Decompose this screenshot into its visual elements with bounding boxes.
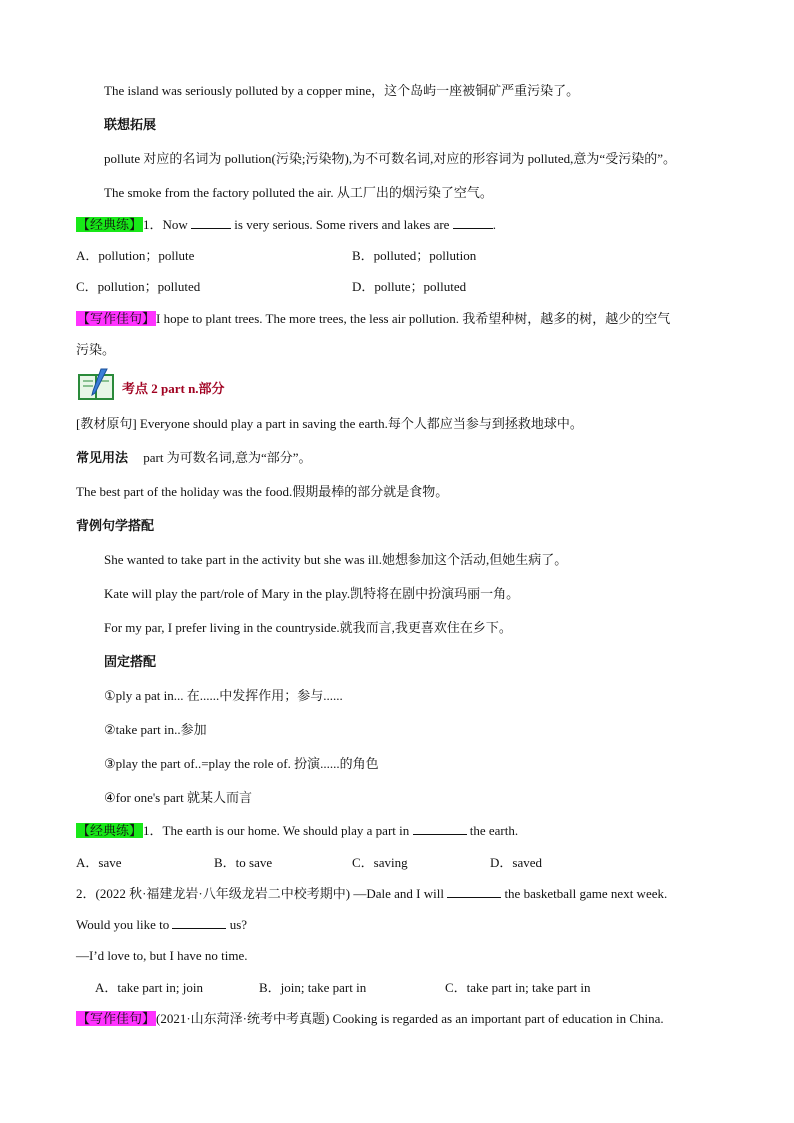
fixed-heading: 固定搭配 (104, 654, 157, 669)
exercise1-question: 【经典练】1．Now is very serious. Some rivers and lakes are . (77, 217, 496, 232)
q1-option-b: B．to save (214, 855, 273, 870)
q1-option-c: C．saving (352, 855, 408, 870)
q1-option-a: A．save (76, 855, 122, 870)
kaodian-title: 考点 2 part n.部分 (122, 381, 225, 396)
fixed-item-3: ③play the part of..=play the role of. 扮演......的角色 (104, 756, 379, 771)
pattern-example-3: For my par, I prefer living in the countryside.就我而言,我更喜欢住在乡下。 (104, 620, 512, 635)
answer-blank (413, 823, 467, 835)
option-c: C．pollution；polluted (76, 279, 201, 294)
answer-blank (447, 886, 501, 898)
q2-option-a: A．take part in; join (95, 980, 203, 995)
option-a: A．pollution；pollute (76, 248, 195, 263)
answer-blank (453, 217, 493, 229)
writing1-line1: 【写作佳句】I hope to plant trees. The more trees, the less air pollution. 我希望种树，越多的树，越少的空气 (77, 311, 671, 326)
exercise2-q2-line1: 2．(2022 秋·福建龙岩·八年级龙岩二中校考期中) —Dale and I will the basketball game next week. (76, 886, 668, 901)
usage-example: The best part of the holiday was the food.假期最棒的部分就是食物。 (76, 484, 449, 499)
fixed-item-4: ④for one's part 就某人而言 (104, 790, 252, 805)
writing-tag: 【写作佳句】 (77, 311, 156, 326)
extension-heading: 联想拓展 (104, 117, 157, 132)
source-sentence: [教材原句] Everyone should play a part in saving the earth.每个人都应当参与到拯救地球中。 (76, 416, 583, 431)
writing1-line2: 污染。 (76, 342, 116, 357)
q1-option-d: D．saved (490, 855, 542, 870)
writing2-line: 【写作佳句】(2021·山东菏泽·统考中考真题) Cooking is regarded as an important part of education in China. (77, 1011, 664, 1026)
extension-example: The smoke from the factory polluted the air. 从工厂出的烟污染了空气。 (104, 185, 493, 200)
q2-option-c: C．take part in; take part in (445, 980, 591, 995)
usage-line: 常见用法 part 为可数名词,意为“部分”。 (76, 450, 312, 465)
exercise2-q1: 【经典练】1．The earth is our home. We should play a part in the earth. (77, 823, 519, 838)
usage-label: 常见用法 (76, 450, 129, 465)
fixed-item-1: ①ply a pat in... 在......中发挥作用；参与...... (104, 688, 343, 703)
exercise-tag: 【经典练】 (77, 217, 143, 232)
option-b: B．polluted；pollution (352, 248, 477, 263)
exercise2-q2-line2: Would you like to us? (76, 917, 248, 932)
pattern-example-2: Kate will play the part/role of Mary in the play.凯特将在剧中扮演玛丽一角。 (104, 586, 520, 601)
exercise-tag: 【经典练】 (77, 823, 143, 838)
writing-tag: 【写作佳句】 (77, 1011, 156, 1026)
pattern-example-1: She wanted to take part in the activity but she was ill.她想参加这个活动,但她生病了。 (104, 552, 568, 567)
extension-text: pollute 对应的名词为 pollution(污染;污染物),为不可数名词,对应的形容词为 polluted,意为“受污染的”。 (104, 151, 676, 166)
book-pen-icon (77, 367, 117, 401)
option-d: D．pollute；polluted (352, 279, 467, 294)
pattern-heading: 背例句学搭配 (76, 518, 155, 533)
answer-blank (191, 217, 231, 229)
fixed-item-2: ②take part in..参加 (104, 722, 207, 737)
example-sentence: The island was seriously polluted by a copper mine，这个岛屿一座被铜矿严重污染了。 (104, 83, 580, 98)
exercise2-q2-line3: —I’d love to, but I have no time. (76, 948, 248, 963)
q2-option-b: B．join; take part in (259, 980, 367, 995)
answer-blank (172, 917, 226, 929)
